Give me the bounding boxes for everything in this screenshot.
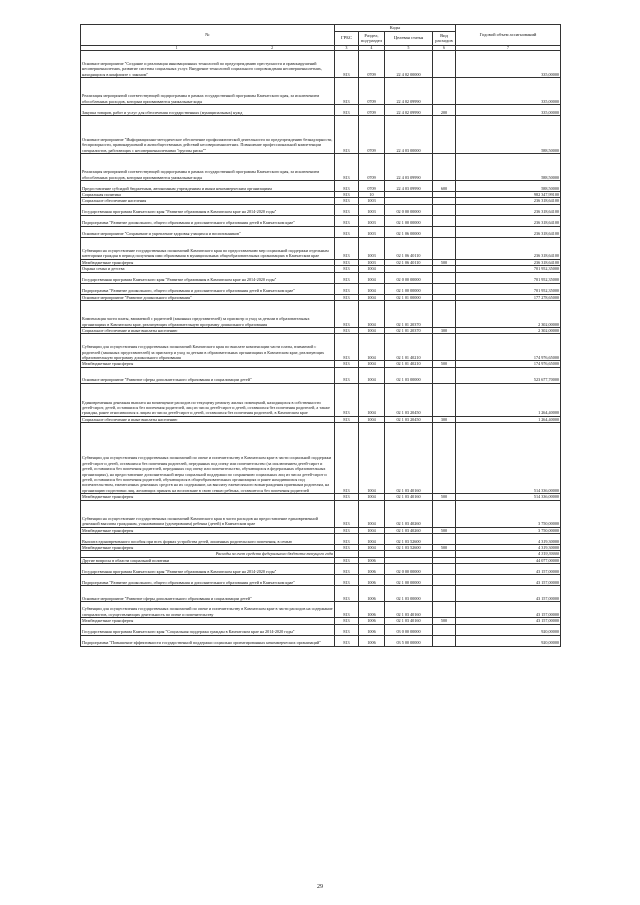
grbs-cell: 813 — [335, 367, 359, 383]
header-section: Раздел, под-раздел — [359, 31, 385, 45]
grbs-cell: 813 — [335, 283, 359, 294]
row-name-cell: Субвенции для осуществления государственных полномочий по опеке и попечительству в Камчатском крае в части расходов на содержание специалистов, осуществляющих деятельность по опеке и попечительству — [81, 602, 335, 618]
grbs-cell: 813 — [335, 154, 359, 181]
column-number: 5 — [385, 45, 433, 50]
target-article-cell: 02 1 03 40160 — [385, 494, 433, 500]
section-cell: 0709 — [359, 154, 385, 181]
row-name-cell: Межбюджетные трансферты — [81, 545, 335, 551]
table-row — [81, 181, 561, 192]
target-article-cell: 02 1 03 40160 — [385, 423, 433, 494]
grbs-cell: 813 — [335, 575, 359, 586]
section-cell: 1003 — [359, 237, 385, 259]
table-row — [81, 272, 561, 283]
amount-cell: 588,50000 — [456, 116, 561, 154]
target-article-cell: 02 1 01 20370 — [385, 301, 433, 328]
section-cell: 0709 — [359, 116, 385, 154]
amount-cell: 920,00000 — [456, 635, 561, 646]
amount-cell: 4 319,30000 — [456, 545, 561, 551]
section-cell: 1003 — [359, 226, 385, 237]
section-cell: 0709 — [359, 78, 385, 105]
target-article-cell: 02 1 01 00000 — [385, 294, 433, 300]
header-exp-type: Вид расходов — [433, 31, 456, 45]
table-row — [81, 204, 561, 215]
section-cell: 10 — [359, 192, 385, 198]
table-row — [81, 116, 561, 154]
target-article-cell: 22 4 02 09990 — [385, 78, 433, 105]
section-cell: 1004 — [359, 367, 385, 383]
expense-type-cell: 500 — [433, 545, 456, 551]
table-row — [81, 334, 561, 361]
grbs-cell: 813 — [335, 272, 359, 283]
row-name-cell: Государственная программа Камчатского края "Развитие образования в Камчатском крае на 2014-2020 годы" — [81, 272, 335, 283]
row-name-cell: Субвенции на осуществление государственных полномочий Камчатского края в части расходов на предоставление единовременной денежной выплаты гражданам, усыновившим (удочерившим) ребенка (детей) в Камчатском крае — [81, 500, 335, 527]
grbs-cell: 813 — [335, 51, 359, 78]
expense-type-cell — [433, 116, 456, 154]
amount-cell: 2 302,00000 — [456, 328, 561, 334]
grbs-cell: 813 — [335, 237, 359, 259]
amount-cell: 701 952,35000 — [456, 272, 561, 283]
amount-cell: 236 318,64100 — [456, 259, 561, 265]
expense-type-cell — [433, 575, 456, 586]
grbs-cell: 813 — [335, 423, 359, 494]
target-article-cell: 02 1 01 40210 — [385, 334, 433, 361]
amount-cell: 43 157,00000 — [456, 564, 561, 575]
section-cell: 1003 — [359, 259, 385, 265]
grbs-cell: 813 — [335, 334, 359, 361]
target-article-cell: 22 4 03 00000 — [385, 116, 433, 154]
grbs-cell: 813 — [335, 635, 359, 646]
expense-type-cell — [433, 383, 456, 416]
target-article-cell: 02 0 00 00000 — [385, 272, 433, 283]
grbs-cell: 813 — [335, 301, 359, 328]
row-name-cell: Основное мероприятие "Сохранение и укрепление здоровья учащихся и воспитанников" — [81, 226, 335, 237]
row-name-cell: Выплата единовременного пособия при всех формах устройства детей, лишенных родительского попечения, в семью — [81, 534, 335, 545]
expense-type-cell — [433, 367, 456, 383]
table-row — [81, 301, 561, 328]
grbs-cell: 813 — [335, 624, 359, 635]
expense-type-cell — [433, 534, 456, 545]
section-cell: 1003 — [359, 204, 385, 215]
row-name-cell: Единовременная денежная выплата на возмещение расходов по текущему ремонту жилых помещений, находящихся в собственности детей-сирот, детей, оставшихся без попечения родителей, лиц из числа детей-сирот и детей, оставшихся без попечения родителей, а также граждан, ранее относившихся к лицам из числа детей-сирот и детей, оставшихся без попечения родителей, в Камчатском крае — [81, 383, 335, 416]
expense-type-cell — [433, 51, 456, 78]
section-cell: 1004 — [359, 423, 385, 494]
expense-type-cell: 500 — [433, 259, 456, 265]
row-name-cell: Социальное обеспечение населения — [81, 198, 335, 204]
row-name-cell: Межбюджетные трансферты — [81, 361, 335, 367]
target-article-cell: 02 1 06 40110 — [385, 237, 433, 259]
target-article-cell: 02 1 00 00000 — [385, 283, 433, 294]
table-row — [81, 586, 561, 602]
expense-type-cell — [433, 237, 456, 259]
table-row — [81, 383, 561, 416]
amount-cell: 44 077,00000 — [456, 557, 561, 563]
amount-cell: 236 318,64100 — [456, 237, 561, 259]
row-name-cell: Основное мероприятие "Развитие сферы дополнительного образования и социализации детей" — [81, 367, 335, 383]
header-number: № — [81, 25, 335, 46]
expense-type-cell — [433, 78, 456, 105]
target-article-cell: 02 1 00 00000 — [385, 215, 433, 226]
grbs-cell: 813 — [335, 361, 359, 367]
expense-type-cell — [433, 500, 456, 527]
table-row — [81, 423, 561, 494]
amount-cell: 335,00000 — [456, 78, 561, 105]
target-article-cell: 02 0 00 00000 — [385, 204, 433, 215]
column-number: 7 — [456, 45, 561, 50]
amount-cell: 588,50000 — [456, 181, 561, 192]
section-cell: 1006 — [359, 575, 385, 586]
table-row — [81, 226, 561, 237]
section-cell: 1006 — [359, 557, 385, 563]
row-name-cell: Другие вопросы в области социальной политики — [81, 557, 335, 563]
amount-cell: 523 677,70000 — [456, 367, 561, 383]
grbs-cell: 813 — [335, 204, 359, 215]
row-name-cell: Основное мероприятие "Развитие дошкольного образования" — [81, 294, 335, 300]
row-name-cell: Государственная программа Камчатского края "Развитие образования в Камчатском крае на 2014-2020 годы" — [81, 564, 335, 575]
target-article-cell: 02 1 01 40210 — [385, 361, 433, 367]
section-cell: 1004 — [359, 272, 385, 283]
table-row — [81, 78, 561, 105]
section-cell: 1004 — [359, 383, 385, 416]
grbs-cell: 813 — [335, 416, 359, 422]
table-row — [81, 564, 561, 575]
expense-type-cell — [433, 204, 456, 215]
expense-type-cell — [433, 154, 456, 181]
table-row — [81, 500, 561, 527]
row-name-cell: Государственная программа Камчатского края "Развитие образования в Камчатском крае на 2014-2020 годы" — [81, 204, 335, 215]
row-name-cell: Расходы за счет средств федерального бюджета текущего года — [81, 551, 335, 557]
grbs-cell: 813 — [335, 78, 359, 105]
section-cell: 0709 — [359, 51, 385, 78]
grbs-cell: 813 — [335, 226, 359, 237]
grbs-cell: 813 — [335, 527, 359, 533]
column-number: 3 — [335, 45, 359, 50]
expense-type-cell — [433, 602, 456, 618]
section-cell: 1006 — [359, 635, 385, 646]
row-name-cell: Реализация мероприятий соответствующей подпрограммы в рамках государственной программы Камчатского края, за исключением обособленных расходов, которым присваиваются уникальные коды — [81, 78, 335, 105]
grbs-cell: 813 — [335, 181, 359, 192]
row-name-cell: Социальная политика — [81, 192, 335, 198]
target-article-cell: 02 1 03 52600 — [385, 534, 433, 545]
section-cell: 1006 — [359, 586, 385, 602]
expense-type-cell: 500 — [433, 527, 456, 533]
target-article-cell: 02 1 06 00000 — [385, 226, 433, 237]
target-article-cell: 22 4 02 09990 — [385, 105, 433, 116]
amount-cell: 43 157,00000 — [456, 602, 561, 618]
target-article-cell: 02 0 00 00000 — [385, 564, 433, 575]
table-row — [81, 534, 561, 545]
amount-cell: 335,00000 — [456, 105, 561, 116]
section-cell: 1004 — [359, 294, 385, 300]
target-article-cell: 22 4 02 00000 — [385, 51, 433, 78]
grbs-cell: 813 — [335, 534, 359, 545]
expense-type-cell — [433, 564, 456, 575]
grbs-cell: 813 — [335, 602, 359, 618]
grbs-cell: 813 — [335, 545, 359, 551]
row-name-cell: Социальное обеспечение и иные выплаты населению — [81, 328, 335, 334]
amount-cell: 1 264,40000 — [456, 383, 561, 416]
grbs-cell: 813 — [335, 215, 359, 226]
row-name-cell: Подпрограмма "Развитие дошкольного, общего образования и дополнительного образования детей в Камчатском крае" — [81, 283, 335, 294]
row-name-cell: Основное мероприятие "Развитие сферы дополнительного образования и социализации детей" — [81, 586, 335, 602]
amount-cell: 920,00000 — [456, 624, 561, 635]
amount-cell: 982 347,99100 — [456, 192, 561, 198]
section-cell: 1006 — [359, 564, 385, 575]
grbs-cell: 813 — [335, 586, 359, 602]
section-cell: 1006 — [359, 618, 385, 624]
amount-cell: 177 278,65000 — [456, 294, 561, 300]
expense-type-cell — [433, 586, 456, 602]
target-article-cell: 02 1 03 00000 — [385, 367, 433, 383]
table-row — [81, 215, 561, 226]
target-article-cell: 02 1 03 00000 — [385, 586, 433, 602]
amount-cell: 701 952,35000 — [456, 283, 561, 294]
header-grbs: ГРБС — [335, 31, 359, 45]
grbs-cell: 813 — [335, 564, 359, 575]
row-name-cell: Межбюджетные трансферты — [81, 494, 335, 500]
amount-cell: 3 750,00000 — [456, 500, 561, 527]
expense-type-cell — [433, 423, 456, 494]
header-amount: Годовой объем ассигнований — [456, 25, 561, 46]
target-article-cell: 22 4 03 09990 — [385, 154, 433, 181]
column-number: 6 — [433, 45, 456, 50]
budget-table — [80, 24, 561, 647]
expense-type-cell — [433, 283, 456, 294]
header-target: Целевая статья — [385, 31, 433, 45]
amount-cell: 236 318,64100 — [456, 215, 561, 226]
section-cell: 1004 — [359, 334, 385, 361]
section-cell: 1004 — [359, 527, 385, 533]
amount-cell: 588,50000 — [456, 154, 561, 181]
amount-cell: 236 318,64100 — [456, 204, 561, 215]
row-name-cell: Государственная программа Камчатского края "Социальная поддержка граждан в Камчатском крае на 2014-2020 годы" — [81, 624, 335, 635]
target-article-cell: 02 1 06 40110 — [385, 259, 433, 265]
table-row — [81, 367, 561, 383]
section-cell: 1006 — [359, 602, 385, 618]
row-name-cell: Межбюджетные трансферты — [81, 259, 335, 265]
row-name-cell: Субвенции для осуществления государственных полномочий Камчатского края по выплате компенсации части платы, взимаемой с родителей (законных представителей) за присмотр и уход за детьми в образовательных организациях в Камчатском крае, реализующих образовательную программу дошкольного образования — [81, 334, 335, 361]
table-row — [81, 51, 561, 78]
section-cell: 0709 — [359, 181, 385, 192]
expense-type-cell: 600 — [433, 181, 456, 192]
section-cell: 1004 — [359, 534, 385, 545]
table-row — [81, 602, 561, 618]
table-row — [81, 237, 561, 259]
amount-cell: 514 336,00000 — [456, 494, 561, 500]
table-row — [81, 624, 561, 635]
section-cell: 1004 — [359, 545, 385, 551]
section-cell: 1004 — [359, 494, 385, 500]
table-row — [81, 635, 561, 646]
page-number: 29 — [317, 884, 323, 890]
expense-type-cell: 500 — [433, 494, 456, 500]
section-cell: 1004 — [359, 266, 385, 272]
grbs-cell: 813 — [335, 557, 359, 563]
target-article-cell: 02 1 03 20450 — [385, 383, 433, 416]
target-article-cell: 03 0 00 00000 — [385, 624, 433, 635]
row-name-cell: Субвенции на осуществление государственных полномочий Камчатского края по предоставлению мер социальной поддержки отдельным категориям граждан в период получения ими образования в муниципальных общеобразовательных организациях в Камчатском крае — [81, 237, 335, 259]
row-name-cell: Охрана семьи и детства — [81, 266, 335, 272]
grbs-cell: 813 — [335, 105, 359, 116]
header-codes-group: Коды — [335, 25, 456, 32]
expense-type-cell: 500 — [433, 618, 456, 624]
section-cell: 0709 — [359, 105, 385, 116]
row-name-cell: Реализация мероприятий соответствующей подпрограммы в рамках государственной программы Камчатского края, за исключением обособленных расходов, которым присваиваются уникальные коды — [81, 154, 335, 181]
expense-type-cell: 200 — [433, 105, 456, 116]
grbs-cell: 813 — [335, 618, 359, 624]
grbs-cell: 813 — [335, 192, 359, 198]
grbs-cell: 813 — [335, 383, 359, 416]
grbs-cell: 813 — [335, 328, 359, 334]
amount-cell: 3 750,00000 — [456, 527, 561, 533]
section-cell: 1004 — [359, 283, 385, 294]
amount-cell: 236 318,64100 — [456, 198, 561, 204]
section-cell: 1004 — [359, 416, 385, 422]
expense-type-cell: 300 — [433, 416, 456, 422]
row-name-cell: Межбюджетные трансферты — [81, 527, 335, 533]
target-article-cell: 03 5 00 00000 — [385, 635, 433, 646]
row-name-cell: Закупка товаров, работ и услуг для обеспечения государственных (муниципальных) нужд — [81, 105, 335, 116]
amount-cell: 4 319,30000 — [456, 551, 561, 557]
table-row — [81, 154, 561, 181]
target-article-cell: 02 1 03 40260 — [385, 527, 433, 533]
expense-type-cell — [433, 215, 456, 226]
row-name-cell: Межбюджетные трансферты — [81, 618, 335, 624]
target-article-cell: 02 1 03 20450 — [385, 416, 433, 422]
target-article-cell: 02 1 03 52600 — [385, 545, 433, 551]
row-name-cell: Компенсация части платы, взимаемой с родителей (законных представителей) за присмотр и уход за детьми в образовательных организациях в Камчатском крае, реализующих образовательную программу дошкольного образования — [81, 301, 335, 328]
column-number: 4 — [359, 45, 385, 50]
expense-type-cell — [433, 635, 456, 646]
target-article-cell: 02 1 00 00000 — [385, 575, 433, 586]
amount-cell: 236 318,64100 — [456, 226, 561, 237]
target-article-cell: 02 1 03 40160 — [385, 602, 433, 618]
row-name-cell: Основное мероприятие "Создание и реализация инновационных технологий по предупреждению преступности и правонарушений несовершеннолетних, развитие системы социальных услуг. Внедрение технологий социального сопровождения несовершеннолетних, находящихся в конфликте с законом" — [81, 51, 335, 78]
grbs-cell: 813 — [335, 294, 359, 300]
row-name-cell: Основное мероприятие "Информационно-методическое обеспечение профилактической деятельности по предупреждению безнадзорности, беспризорности, правонарушений и антиобщественных действий несовершеннолетних. Повышение профессиональной компетенции специалистов, работающих с несовершеннолетними "группы риска"" — [81, 116, 335, 154]
section-cell: 1006 — [359, 624, 385, 635]
amount-cell: 174 976,65000 — [456, 361, 561, 367]
section-cell: 1004 — [359, 361, 385, 367]
grbs-cell: 813 — [335, 116, 359, 154]
expense-type-cell — [433, 226, 456, 237]
target-article-cell: 02 1 01 20370 — [385, 328, 433, 334]
row-name-cell: Подпрограмма "Повышение эффективности государственной поддержки социально ориентированных некоммерческих организаций" — [81, 635, 335, 646]
row-name-cell: Субвенции для осуществления государственных полномочий по опеке и попечительству в Камчатском крае в части социальной поддержки детей-сирот и детей, оставшихся без попечения родителей, переданных под опеку или попечительство (за исключением детей-сирот и детей, оставшихся без попечения родителей, переданных под опеку или попечительство, обучающихся в федеральных образовательных организациях), на предоставление дополнительной меры социальной поддержки по сохранению социальных лиц из числа детей-сирот и детей, оставшихся без попечения родителей, обучающихся в общеобразовательных организациях и ранее находившихся под попечительством, ежемесячных денежных средств на их содержание, на выплату ежемесячного вознаграждения приемным родителям, на организацию подготовки лиц, желающих принять на воспитание в свою семью ребенка, оставшегося без попечения родителей — [81, 423, 335, 494]
expense-type-cell — [433, 624, 456, 635]
target-article-cell: 02 1 03 40260 — [385, 500, 433, 527]
grbs-cell: 813 — [335, 198, 359, 204]
table-row — [81, 283, 561, 294]
target-article-cell: 02 1 03 40160 — [385, 618, 433, 624]
expense-type-cell: 500 — [433, 361, 456, 367]
budget-sheet — [80, 24, 560, 647]
row-name-cell: Подпрограмма "Развитие дошкольного, общего образования и дополнительного образования детей в Камчатском крае" — [81, 215, 335, 226]
expense-type-cell — [433, 334, 456, 361]
row-name-cell: Предоставление субсидий бюджетным, автономным учреждениям и иным некоммерческим организациям — [81, 181, 335, 192]
grbs-cell: 813 — [335, 259, 359, 265]
section-cell: 1004 — [359, 328, 385, 334]
target-article-cell: 22 4 03 09990 — [385, 181, 433, 192]
section-cell: 1004 — [359, 301, 385, 328]
grbs-cell: 813 — [335, 494, 359, 500]
amount-cell: 43 157,00000 — [456, 575, 561, 586]
amount-cell: 514 336,00000 — [456, 423, 561, 494]
expense-type-cell: 300 — [433, 328, 456, 334]
row-name-cell: Подпрограмма "Развитие дошкольного, общего образования и дополнительного образования детей в Камчатском крае" — [81, 575, 335, 586]
amount-cell: 43 157,00000 — [456, 618, 561, 624]
amount-cell: 335,00000 — [456, 51, 561, 78]
section-cell: 1003 — [359, 215, 385, 226]
grbs-cell: 813 — [335, 500, 359, 527]
amount-cell: 1 264,40000 — [456, 416, 561, 422]
table-row — [81, 575, 561, 586]
table-row — [81, 105, 561, 116]
grbs-cell: 813 — [335, 266, 359, 272]
amount-cell: 701 952,35000 — [456, 266, 561, 272]
column-number: 1 2 — [81, 45, 335, 50]
expense-type-cell — [433, 301, 456, 328]
section-cell: 1004 — [359, 500, 385, 527]
row-name-cell: Социальное обеспечение и иные выплаты населению — [81, 416, 335, 422]
section-cell: 1003 — [359, 198, 385, 204]
amount-cell: 2 302,00000 — [456, 301, 561, 328]
amount-cell: 174 976,65000 — [456, 334, 561, 361]
amount-cell: 4 319,30000 — [456, 534, 561, 545]
amount-cell: 43 157,00000 — [456, 586, 561, 602]
expense-type-cell — [433, 272, 456, 283]
